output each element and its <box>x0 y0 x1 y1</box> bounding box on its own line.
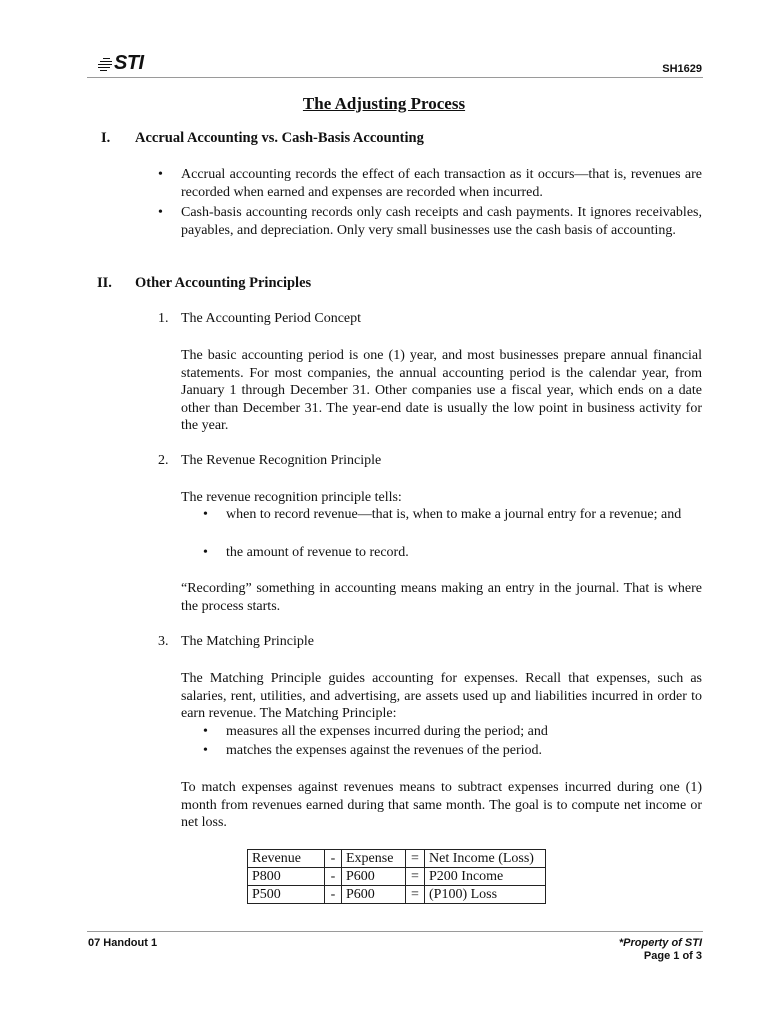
section-2-number: II. <box>97 275 112 291</box>
table-cell: = <box>406 886 425 904</box>
table-row <box>248 868 546 886</box>
table-cell: P600 <box>342 886 406 904</box>
table-cell: P500 <box>248 886 325 904</box>
section-1-bullet-2: Cash-basis accounting records only cash receipts and cash payments. It ignores receivables, payables, and depreciation. Only very small businesses use the cash basis of accounting. <box>181 205 702 238</box>
table-cell: - <box>325 868 342 886</box>
sti-globe-icon <box>97 56 113 72</box>
item-1-paragraph: The basic accounting period is one (1) year, and most businesses prepare annual financial statements. For most companies, the annual accounting period is the calendar year, from January 1 through December 31. Other companies use a fiscal year, which ends on a date other than December 31. The year-end date is usually the low point in business activity for the year. <box>181 348 702 433</box>
bullet-icon: • <box>203 724 208 739</box>
section-1-title: Accrual Accounting vs. Cash-Basis Accounting <box>135 130 424 146</box>
item-2-number: 2. <box>158 453 169 468</box>
item-2-title: The Revenue Recognition Principle <box>181 453 382 468</box>
table-cell: (P100) Loss <box>425 886 546 904</box>
table-cell: P200 Income <box>425 868 546 886</box>
item-3-intro: The Matching Principle guides accounting for expenses. Recall that expenses, such as salaries, rent, utilities, and advertising, are assets used up and liabilities incurred in order to earn revenue. The Matching Principle: <box>181 671 702 721</box>
page-title: The Adjusting Process <box>302 94 466 113</box>
item-3-bullet-1: measures all the expenses incurred during the period; and <box>226 724 548 739</box>
footer-handout-label: 07 Handout 1 <box>88 937 158 949</box>
section-1-number: I. <box>101 130 111 146</box>
item-2-paragraph: “Recording” something in accounting means making an entry in the journal. That is where the process starts. <box>181 581 702 614</box>
document-code: SH1629 <box>662 63 702 75</box>
item-2-bullet-2: the amount of revenue to record. <box>226 545 409 560</box>
table-cell: P600 <box>342 868 406 886</box>
footer-property: *Property of STI <box>618 937 702 949</box>
table-row <box>248 886 546 904</box>
bullet-icon: • <box>203 507 208 522</box>
item-1-title: The Accounting Period Concept <box>181 311 362 326</box>
bullet-icon: • <box>158 167 163 182</box>
footer-rule <box>87 931 703 932</box>
table-cell: = <box>406 868 425 886</box>
section-1-bullet-1: Accrual accounting records the effect of each transaction as it occurs—that is, revenues are recorded when earned and expenses are recorded when incurred. <box>181 167 702 200</box>
table-cell: Net Income (Loss) <box>425 850 546 868</box>
item-3-number: 3. <box>158 634 169 649</box>
item-3-title: The Matching Principle <box>181 634 314 649</box>
table-cell: - <box>325 886 342 904</box>
logo-text: STI <box>114 52 144 74</box>
table-cell: - <box>325 850 342 868</box>
table-cell: P800 <box>248 868 325 886</box>
table-cell: = <box>406 850 425 868</box>
item-2-intro: The revenue recognition principle tells: <box>181 490 402 505</box>
item-3-paragraph: To match expenses against revenues means to subtract expenses incurred during one (1) month from revenues earned during that same month. The goal is to compute net income or net loss. <box>181 780 702 830</box>
bullet-icon: • <box>203 743 208 758</box>
income-calculation-table <box>247 849 546 904</box>
header-rule <box>87 77 703 78</box>
bullet-icon: • <box>203 545 208 560</box>
table-row <box>248 850 546 868</box>
sti-logo <box>97 52 144 75</box>
bullet-icon: • <box>158 205 163 220</box>
table-cell: Revenue <box>248 850 325 868</box>
item-1-number: 1. <box>158 311 169 326</box>
table-cell: Expense <box>342 850 406 868</box>
section-2-title: Other Accounting Principles <box>135 275 312 291</box>
item-2-bullet-1: when to record revenue—that is, when to make a journal entry for a revenue; and <box>226 507 682 522</box>
footer-page-number: Page 1 of 3 <box>643 950 702 962</box>
item-3-bullet-2: matches the expenses against the revenues of the period. <box>226 743 543 758</box>
